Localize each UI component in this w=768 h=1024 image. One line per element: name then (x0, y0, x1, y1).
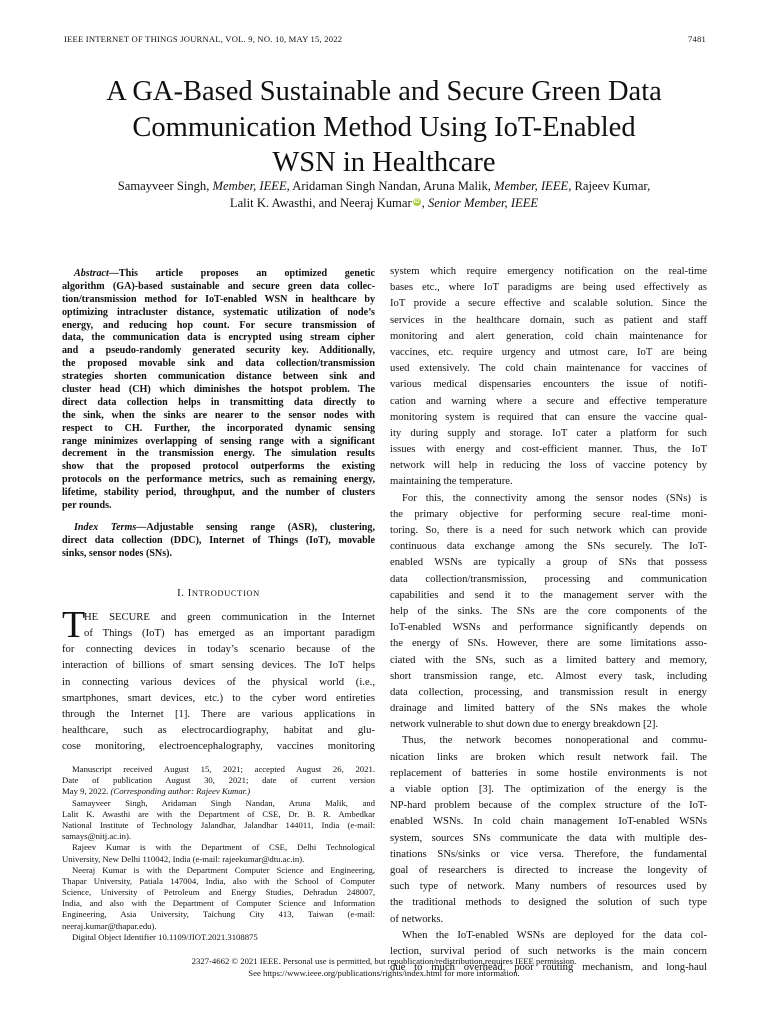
index-terms-line: direct data collection (DDC), Internet of Things (IoT), movable (62, 534, 375, 546)
footnote-line: Thapar University, Patiala 147004, India, also with the School of Computer (62, 875, 375, 886)
index-terms-label: Index Terms (74, 521, 137, 533)
author-name: Lalit K. Awasthi, and Neeraj Kumar (229, 196, 412, 210)
abstract-line: and a pseudo-randomly generated security key. Additionally, (62, 345, 375, 357)
body-line: the primary objective for performing secure real-time moni- (390, 508, 707, 520)
body-line: HE SECURE and green communication in the Internet (84, 611, 375, 623)
body-line: ity during supply and storage. IoT cater a platform for such (390, 427, 707, 439)
copyright-footer (40, 956, 728, 979)
body-line: maintaining the temperature. (390, 476, 513, 488)
body-line: data collection, processing, and transmission result in energy (390, 686, 707, 698)
paper-title (40, 74, 728, 181)
author-name: , Rajeev Kumar, (568, 179, 651, 193)
footnote-line: Science, University of Petroleum and Energy Studies, Dehradun 248007, (62, 887, 375, 898)
abstract-line: direct data collection helps in transmitting data directly to (62, 396, 375, 408)
body-line: of networks. (390, 913, 444, 925)
author-name: , Aridaman Singh Nandan, Aruna Malik, (286, 179, 495, 193)
abstract-line: the sink, when the sinks are nearer to the sensor nodes with (62, 409, 375, 421)
footnote-line: Lalit K. Awasthi are with the Department of CSE, Dr. B. R. Ambedkar (62, 808, 375, 819)
body-line: continuous data exchange among the SNs securely. The IoT- (390, 541, 707, 553)
body-line: goal of researchers is directed to increase the longevity of (390, 864, 707, 876)
abstract-line: —This article proposes an optimized genetic (108, 268, 375, 279)
footnote-line: India, and also with the Department of Computer Science and Information (62, 898, 375, 909)
body-line: of Things (IoT) has emerged as an important paradigm (84, 627, 375, 639)
body-line: for connecting devices in today’s scenario because of the (62, 644, 375, 656)
body-line: vaccines, etc. require urgency and utmost care, IoT are being (390, 346, 707, 358)
index-terms-line: sinks, sensor nodes (SNs). (62, 547, 173, 559)
abstract-line: energy, and reducing hop count. For secure transmission of (62, 319, 375, 331)
abstract-line: protocols on the performance metrics, such as remaining energy, (62, 474, 375, 486)
body-line: NP-hard problem because of the complex structure of the IoT- (390, 800, 707, 812)
abstract-line: respect to CH. Further, the incorporated dynamic sensing (62, 422, 375, 434)
footnote-line: Date of publication August 30, 2021; date of current version (62, 775, 375, 786)
right-column (390, 264, 707, 976)
body-line: various medical dispensaries encounters the issue of notifi- (390, 379, 707, 391)
body-line: When the IoT-enabled WSNs are deployed for the data col- (402, 929, 707, 941)
body-line: the energy of SNs. However, there are some limitations asso- (390, 638, 707, 650)
body-line: cation and warning where a secure and effective temperature (390, 395, 707, 407)
copyright-line: 2327-4662 © 2021 IEEE. Personal use is permitted, but republication/redistribution requires IEEE permission. (191, 956, 577, 966)
body-line: tinations SNs/sinks or vice versa. Therefore, the fundamental (390, 848, 707, 860)
body-line: toring. So, there is a need for such network which can provide (390, 525, 707, 536)
body-paragraph (390, 491, 707, 734)
section-heading-introduction: I. INTRODUCTION (177, 587, 260, 599)
author-line (40, 195, 728, 212)
orcid-icon[interactable]: iD (413, 199, 420, 205)
author-role: Member, IEEE (494, 179, 569, 193)
body-line: network vulnerable to shut down due to energy breakdown [2]. (390, 719, 659, 731)
abstract-label: Abstract (74, 268, 109, 279)
footnote-line: Samayveer Singh, Aridaman Singh Nandan, Aruna Malik, and (72, 797, 375, 808)
body-line: capabilities and send it to the management server with the (390, 589, 707, 601)
body-line: enabled WSNs. In cold chain management IoT-enabled WSNs (390, 816, 707, 828)
footnote-line: National Institute of Technology Jalandhar, Jalandhar 144011, India (e-mail: (62, 819, 375, 830)
abstract-line: optimizing intracluster distance, systematic utilization of node’s (62, 306, 375, 318)
body-line: issues with energy and cost-efficient manner. Thus, the IoT (390, 444, 707, 456)
author-list (40, 178, 728, 212)
body-line: services in the healthcare domain, such as patient and staff (390, 314, 707, 326)
body-line: smartphones, smart devices, etc.) to the cyber word entireties (62, 692, 375, 704)
author-line (40, 178, 728, 195)
abstract-line: per rounds. (62, 500, 112, 512)
author-role: Senior Member, IEEE (427, 196, 539, 210)
abstract-line: lifetime, stability period, throughput, and the number of clusters (62, 487, 375, 499)
footnote-line: May 9, 2022. (Corresponding author: Rajeev Kumar.) (62, 786, 251, 797)
body-line: system, sources SNs communicate the data with multiple des- (390, 832, 707, 844)
abstract-line: algorithm (GA)-based sustainable and secure green data collec- (62, 280, 375, 292)
body-line: network will help in reducing the loss of vaccine potency by (390, 460, 707, 472)
body-line: lection, survival period of such networks is the main concern (390, 945, 707, 957)
body-line: nication links are broken which result network fail. The (390, 751, 707, 763)
abstract-line: decrement in the transmission energy. The simulation results (62, 448, 375, 460)
footnote-line: University, New Delhi 110042, India (e-mail: rajeekumar@dtu.ac.in). (62, 853, 305, 864)
footnote-email[interactable]: neeraj.kumar@thapar.edu). (62, 920, 157, 931)
body-line: healthcare, such as electrocardiography, habitat and glu- (62, 725, 375, 737)
abstract-line: tion/transmission method for IoT-enabled WSN in healthcare by (62, 293, 375, 305)
body-line: in connecting various devices of the physical world (i.e., (62, 676, 375, 688)
footnote-line: Manuscript received August 15, 2021; accepted August 26, 2021. (72, 764, 375, 774)
body-line: enabled WSNs are typically a group of SNs that possess (390, 557, 707, 569)
rights-link[interactable]: See https://www.ieee.org/publications/rights/index.html for more information. (248, 967, 520, 978)
journal-name: IEEE INTERNET OF THINGS JOURNAL, VOL. 9, NO. 10, MAY 15, 2022 (64, 34, 343, 44)
abstract-line: cluster head (CH) which diminishes the hotspot problem. The (62, 384, 375, 396)
abstract-line: the proposed movable sink and data collection/transmission (62, 358, 375, 370)
left-column (62, 268, 375, 755)
abstract-line: data, the communication data is encrypted using stream cipher (62, 332, 375, 344)
body-line: IoT provide a secure effective and scalable solution. Since the (390, 298, 707, 310)
body-line: a viable option [3]. The optimization of the energy is the (390, 784, 707, 795)
footnote-line: Engineering, Asia University, Taichung City 413, Taiwan (e-mail: (62, 909, 375, 920)
body-line: data collection/transmission, processing and communication (390, 573, 707, 585)
body-line: drainage and limited battery of the SNs makes the whole (390, 703, 707, 715)
title-line: Communication Method Using IoT-Enabled (132, 111, 636, 143)
body-line: the traditional methods to designed the solution of such type (390, 897, 707, 909)
body-line: For this, the connectivity among the sensor nodes (SNs) is (402, 492, 707, 504)
body-line: cose monitoring, electroencephalography, vaccines monitoring (62, 741, 375, 753)
footnote-email[interactable]: samays@nitj.ac.in). (62, 831, 132, 842)
title-line: A GA-Based Sustainable and Secure Green Data (106, 76, 662, 107)
abstract-line: strategies shorten communication distance between sink and (62, 371, 375, 383)
author-separator: , (421, 196, 428, 210)
body-line: replacement of batteries in some hostile environments is not (390, 767, 707, 779)
abstract-line: show that the proposed protocol outperforms the existing (62, 461, 375, 473)
abstract (62, 268, 375, 561)
footnotes (62, 764, 375, 943)
intro-paragraph (62, 603, 375, 756)
body-line: interaction of billions of smart sensing devices. The IoT helps (62, 660, 375, 672)
page-number: 7481 (688, 34, 706, 44)
body-line: bases etc., where IoT paradigms are being used effectively as (390, 282, 707, 294)
body-line: monitoring and alert generation, cold chain maintenance for (390, 330, 707, 342)
body-line: short transmission range, etc. Almost every task, including (390, 670, 707, 682)
body-line: used extensively. The cold chain maintenance for vaccines of (390, 363, 707, 375)
body-line: Thus, the network becomes nonoperational and commu- (402, 735, 707, 747)
author-name: Samayveer Singh, (117, 179, 213, 193)
doi-link[interactable]: Digital Object Identifier 10.1109/JIOT.2021.3108875 (72, 931, 258, 942)
title-line: WSN in Healthcare (272, 147, 496, 178)
body-line: through the Internet [1]. There are various applications in (62, 708, 375, 720)
body-paragraph (390, 264, 707, 491)
body-line: such type of network. Many numbers of resources used by (390, 881, 707, 893)
abstract-line: range minimizes overlapping of sensing range with a significant (62, 435, 375, 447)
body-line: IoT-enabled WSNs and performance significantly depends on (390, 622, 707, 634)
drop-cap: T (62, 603, 86, 646)
body-paragraph (390, 733, 707, 927)
body-line: ciated with the SNs, such as a limited battery and memory, (390, 654, 707, 666)
index-terms-line: —Adjustable sensing range (ASR), clustering, (136, 521, 375, 533)
body-line: due to much overhead, poor routing mechanism, and long-haul (390, 962, 707, 974)
footnote-line: Neeraj Kumar is with the Department Computer Science and Engineering, (72, 864, 375, 875)
body-line: monitoring system is required that can ensure the vaccine qual- (390, 411, 707, 423)
author-role: Member, IEEE (212, 179, 287, 193)
body-line: system which require emergency notification on the real-time (390, 266, 707, 277)
corresponding-author: (Corresponding author: Rajeev Kumar.) (110, 786, 251, 797)
footnote-line: Rajeev Kumar is with the Department of CSE, Delhi Technological (72, 842, 375, 853)
body-line: help of the sinks. The SNs are the core components of the (390, 605, 707, 617)
